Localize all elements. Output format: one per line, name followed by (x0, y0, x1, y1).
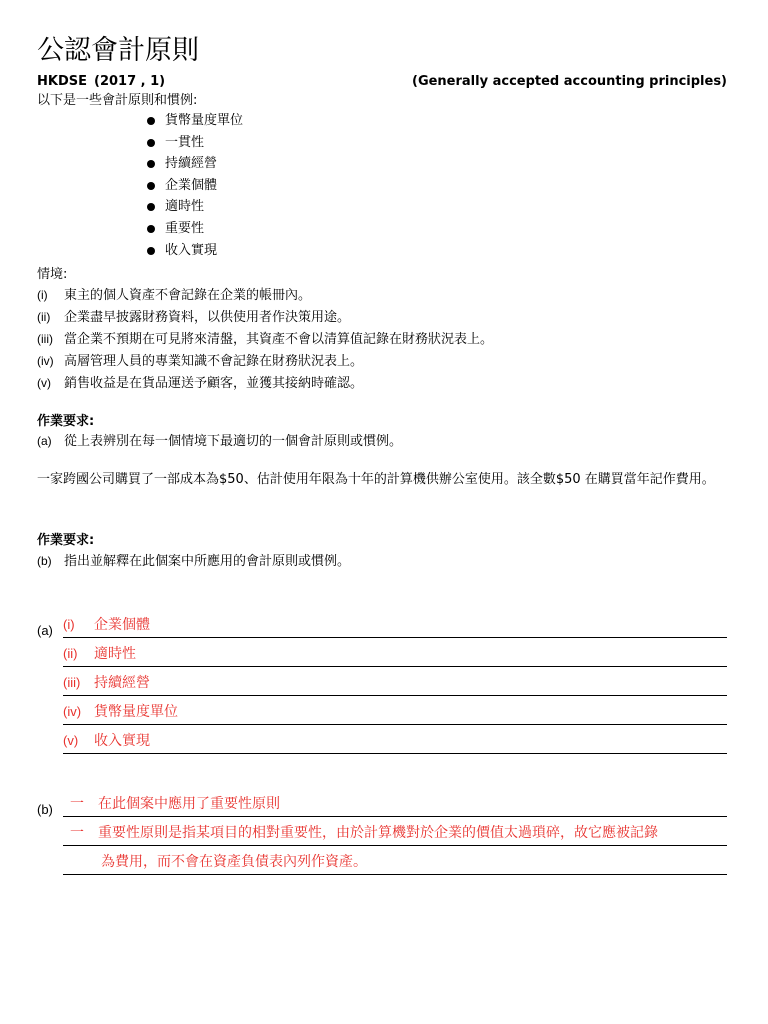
bullet-icon (147, 139, 155, 147)
answer-row (63, 642, 727, 667)
exam-reference-line (37, 71, 727, 91)
list-item (147, 218, 243, 240)
situation-item (37, 284, 311, 306)
page-title: 公認會計原則 (37, 35, 199, 66)
answer-text (63, 701, 178, 723)
list-item (147, 196, 243, 218)
list-item (147, 153, 243, 175)
list-item (147, 110, 243, 132)
requirement-b (37, 550, 350, 572)
answer-number: (iv) (63, 704, 82, 719)
answer-value: 企業個體 (94, 617, 150, 633)
worksheet-page (37, 0, 737, 1024)
answer-text: 一 重要性原則是指某項目的相對重要性，由於計算機對於企業的價值太過瑣碎，故它應被記錄 (70, 825, 658, 841)
answer-number: (ii) (63, 646, 78, 661)
requirement-number: (a) (37, 434, 52, 448)
answer-row (63, 850, 727, 875)
answer-row (63, 821, 727, 846)
answer-value: 適時性 (94, 646, 136, 662)
situation-item (37, 328, 493, 350)
answer-value: 收入實現 (94, 733, 150, 749)
situation-item (37, 306, 350, 328)
answer-number: (v) (63, 733, 79, 748)
answer-a-label: (a) (37, 623, 53, 638)
list-item (147, 175, 243, 197)
answer-number: (iii) (63, 675, 81, 690)
principle-label: 貨幣量度單位 (165, 113, 244, 128)
situation-text: 企業盡早披露財務資料，以供使用者作決策用途。 (64, 310, 351, 325)
situation-number: (ii) (37, 310, 51, 324)
principle-label: 持續經營 (165, 156, 218, 172)
situation-text: 銷售收益是在貨品運送予顧客，並獲其接納時確認。 (64, 376, 364, 391)
principle-label: 重要性 (165, 220, 205, 236)
english-title: (Generally accepted accounting principles) (412, 74, 727, 89)
intro-text: 以下是一些會計原則和慣例: (37, 93, 198, 108)
answer-row (63, 729, 727, 754)
situation-number: (i) (37, 288, 48, 302)
answer-text (63, 672, 150, 694)
answer-row (63, 792, 727, 817)
bullet-icon (147, 225, 155, 233)
exam-code: HKDSE (37, 74, 87, 89)
answer-value: 貨幣量度單位 (94, 704, 178, 720)
situation-text: 當企業不預期在可見將來清盤，其資產不會以清算值記錄在財務狀況表上。 (64, 332, 494, 347)
situations-label: 情境: (37, 267, 68, 282)
list-item (147, 240, 243, 262)
bullet-icon (147, 117, 155, 125)
answer-text: 一 在此個案中應用了重要性原則 (70, 796, 280, 812)
answer-text: 為費用，而不會在資產負債表內列作資產。 (101, 854, 367, 870)
requirement-text: 指出並解釋在此個案中所應用的會計原則或慣例。 (64, 554, 351, 569)
case-paragraph: 一家跨國公司購買了一部成本為$50、估計使用年限為十年的計算機供辦公室使用。該全數$50 在購買當年記作費用。 (37, 472, 715, 487)
answer-row (63, 613, 727, 638)
situation-number: (iii) (37, 332, 53, 346)
principle-label: 適時性 (165, 199, 205, 215)
answer-b-label: (b) (37, 802, 53, 817)
requirement-a (37, 430, 402, 452)
bullet-icon (147, 203, 155, 211)
principle-label: 一貫性 (165, 134, 205, 150)
situation-text: 東主的個人資產不會記錄在企業的帳冊內。 (64, 288, 312, 303)
situation-text: 高層管理人員的專業知識不會記錄在財務狀況表上。 (64, 354, 364, 369)
bullet-icon (147, 247, 155, 255)
bullet-icon (147, 182, 155, 190)
situation-item (37, 372, 363, 394)
answer-text (63, 643, 136, 665)
requirement-number: (b) (37, 554, 52, 568)
situation-number: (v) (37, 376, 51, 390)
answer-text (63, 614, 150, 636)
requirement-heading-b: 作業要求: (37, 533, 95, 548)
principle-label: 收入實現 (165, 242, 218, 258)
answer-number: (i) (63, 617, 75, 632)
principles-list (147, 110, 243, 261)
situation-item (37, 350, 363, 372)
answer-row (63, 700, 727, 725)
situation-number: (iv) (37, 354, 54, 368)
exam-year: (2017 , 1) (94, 74, 166, 89)
list-item (147, 132, 243, 154)
requirement-heading-a: 作業要求: (37, 414, 95, 429)
bullet-icon (147, 160, 155, 168)
answer-text (63, 730, 150, 752)
answer-value: 持續經營 (94, 675, 150, 691)
answer-row (63, 671, 727, 696)
requirement-text: 從上表辨別在每一個情境下最適切的一個會計原則或慣例。 (64, 434, 403, 449)
principle-label: 企業個體 (165, 177, 218, 193)
